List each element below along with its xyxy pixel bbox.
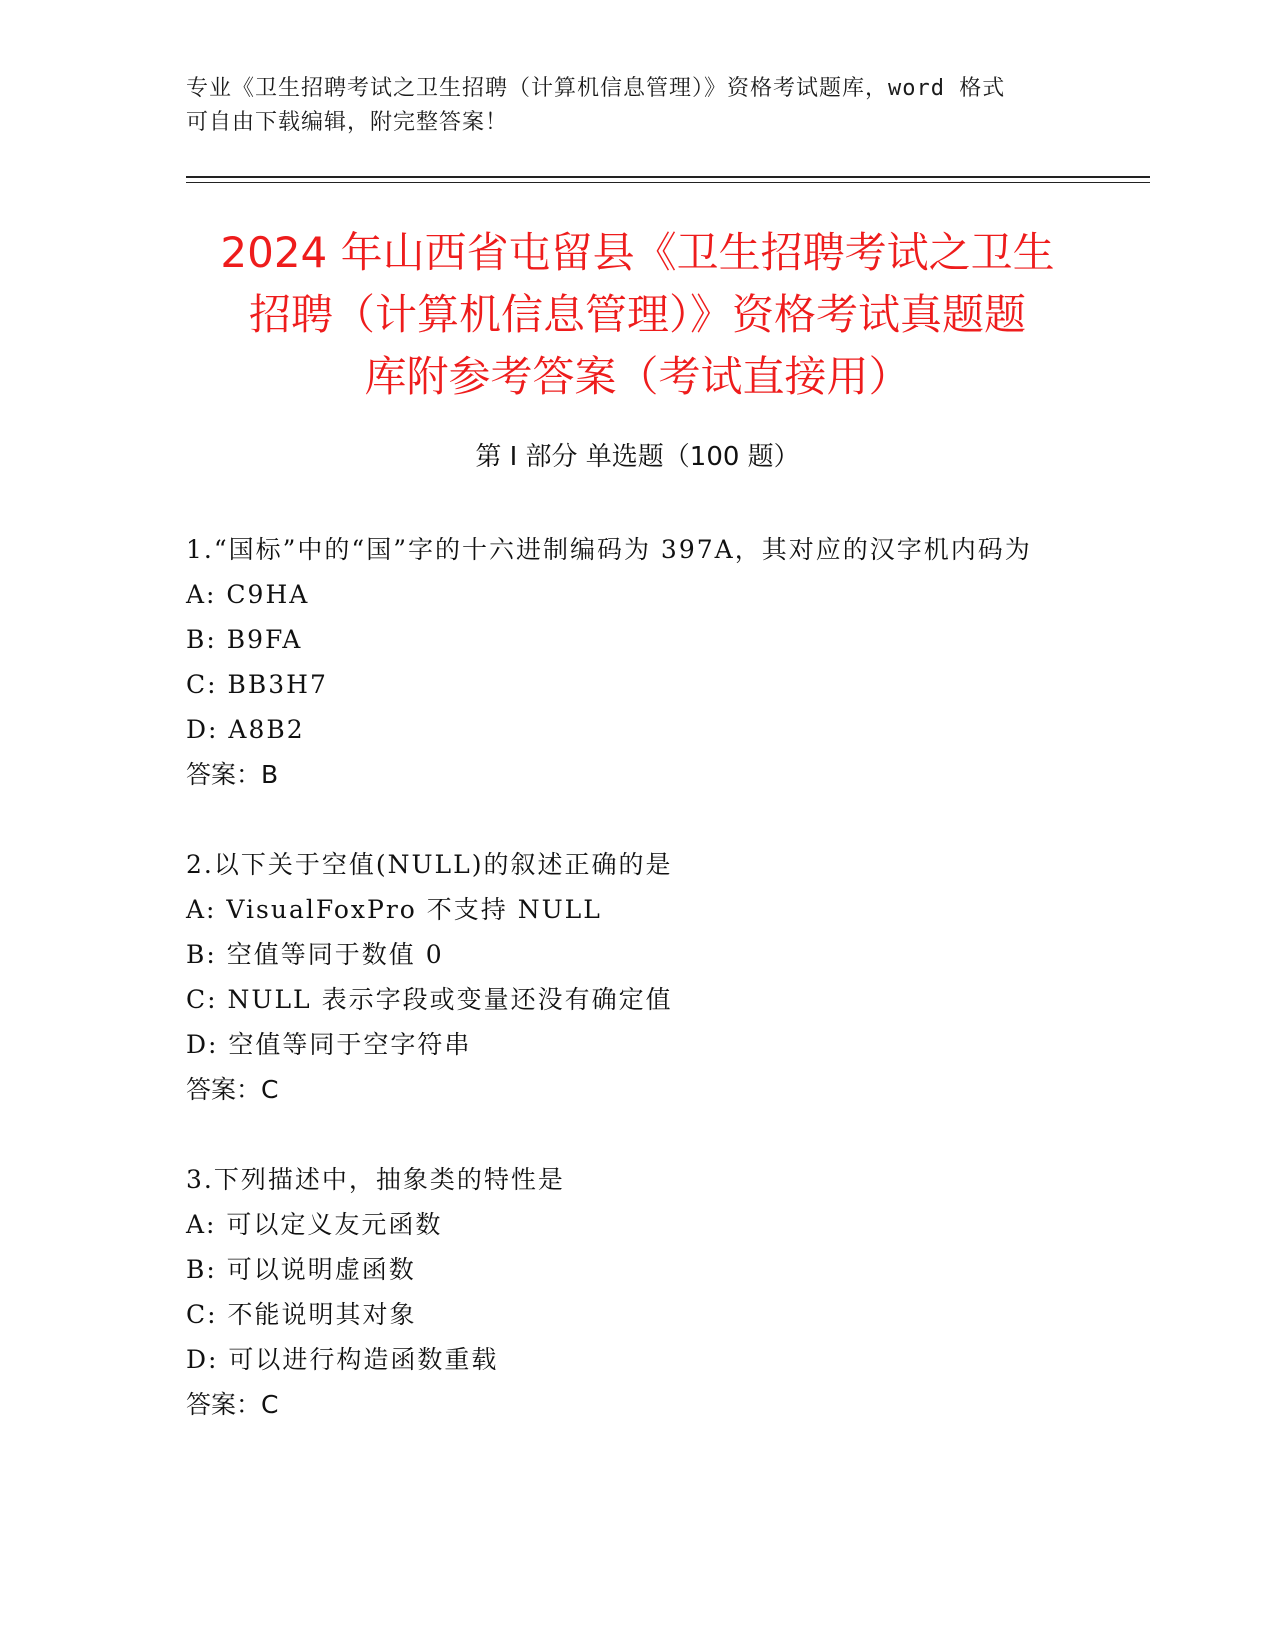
question-option-a: A: C9HA bbox=[186, 580, 310, 609]
question-option-c: C: BB3H7 bbox=[186, 670, 328, 699]
question-answer: 答案：C bbox=[186, 1075, 279, 1104]
question-option-d: D: A8B2 bbox=[186, 715, 305, 744]
question-item bbox=[186, 843, 1066, 1112]
question-item bbox=[186, 528, 1066, 797]
header-note bbox=[186, 72, 1086, 140]
question-item bbox=[186, 1158, 1066, 1427]
question-list bbox=[186, 528, 1066, 1473]
section-heading: 第 I 部分 单选题（100 题） bbox=[475, 442, 800, 472]
question-option-a: A: VisualFoxPro 不支持 NULL bbox=[186, 895, 602, 924]
question-stem: 2.以下关于空值(NULL)的叙述正确的是 bbox=[186, 850, 673, 879]
header-divider-thick bbox=[186, 176, 1150, 178]
question-option-b: B: 可以说明虚函数 bbox=[186, 1255, 416, 1284]
question-option-b: B: B9FA bbox=[186, 625, 303, 654]
header-note-line-1: 专业《卫生招聘考试之卫生招聘（计算机信息管理）》资格考试题库，word 格式 bbox=[186, 76, 1006, 101]
question-answer: 答案：B bbox=[186, 760, 279, 789]
document-title-line-1: 2024 年山西省屯留县《卫生招聘考试之卫生 bbox=[220, 228, 1055, 277]
header-divider-thin bbox=[186, 182, 1150, 183]
header-note-line-2: 可自由下载编辑，附完整答案！ bbox=[186, 110, 509, 135]
question-stem: 1.“国标”中的“国”字的十六进制编码为 397A，其对应的汉字机内码为 bbox=[186, 535, 1032, 564]
question-option-a: A: 可以定义友元函数 bbox=[186, 1210, 443, 1239]
document-title-line-3: 库附参考答案（考试直接用） bbox=[364, 352, 911, 401]
question-option-b: B: 空值等同于数值 0 bbox=[186, 940, 444, 969]
question-option-c: C: 不能说明其对象 bbox=[186, 1300, 417, 1329]
document-title-line-2: 招聘（计算机信息管理）》资格考试真题题 bbox=[248, 290, 1026, 339]
question-option-c: C: NULL 表示字段或变量还没有确定值 bbox=[186, 985, 673, 1014]
question-option-d: D: 空值等同于空字符串 bbox=[186, 1030, 472, 1059]
document-title bbox=[160, 222, 1115, 408]
question-option-d: D: 可以进行构造函数重载 bbox=[186, 1345, 499, 1374]
question-stem: 3.下列描述中，抽象类的特性是 bbox=[186, 1165, 565, 1194]
question-answer: 答案：C bbox=[186, 1390, 279, 1419]
